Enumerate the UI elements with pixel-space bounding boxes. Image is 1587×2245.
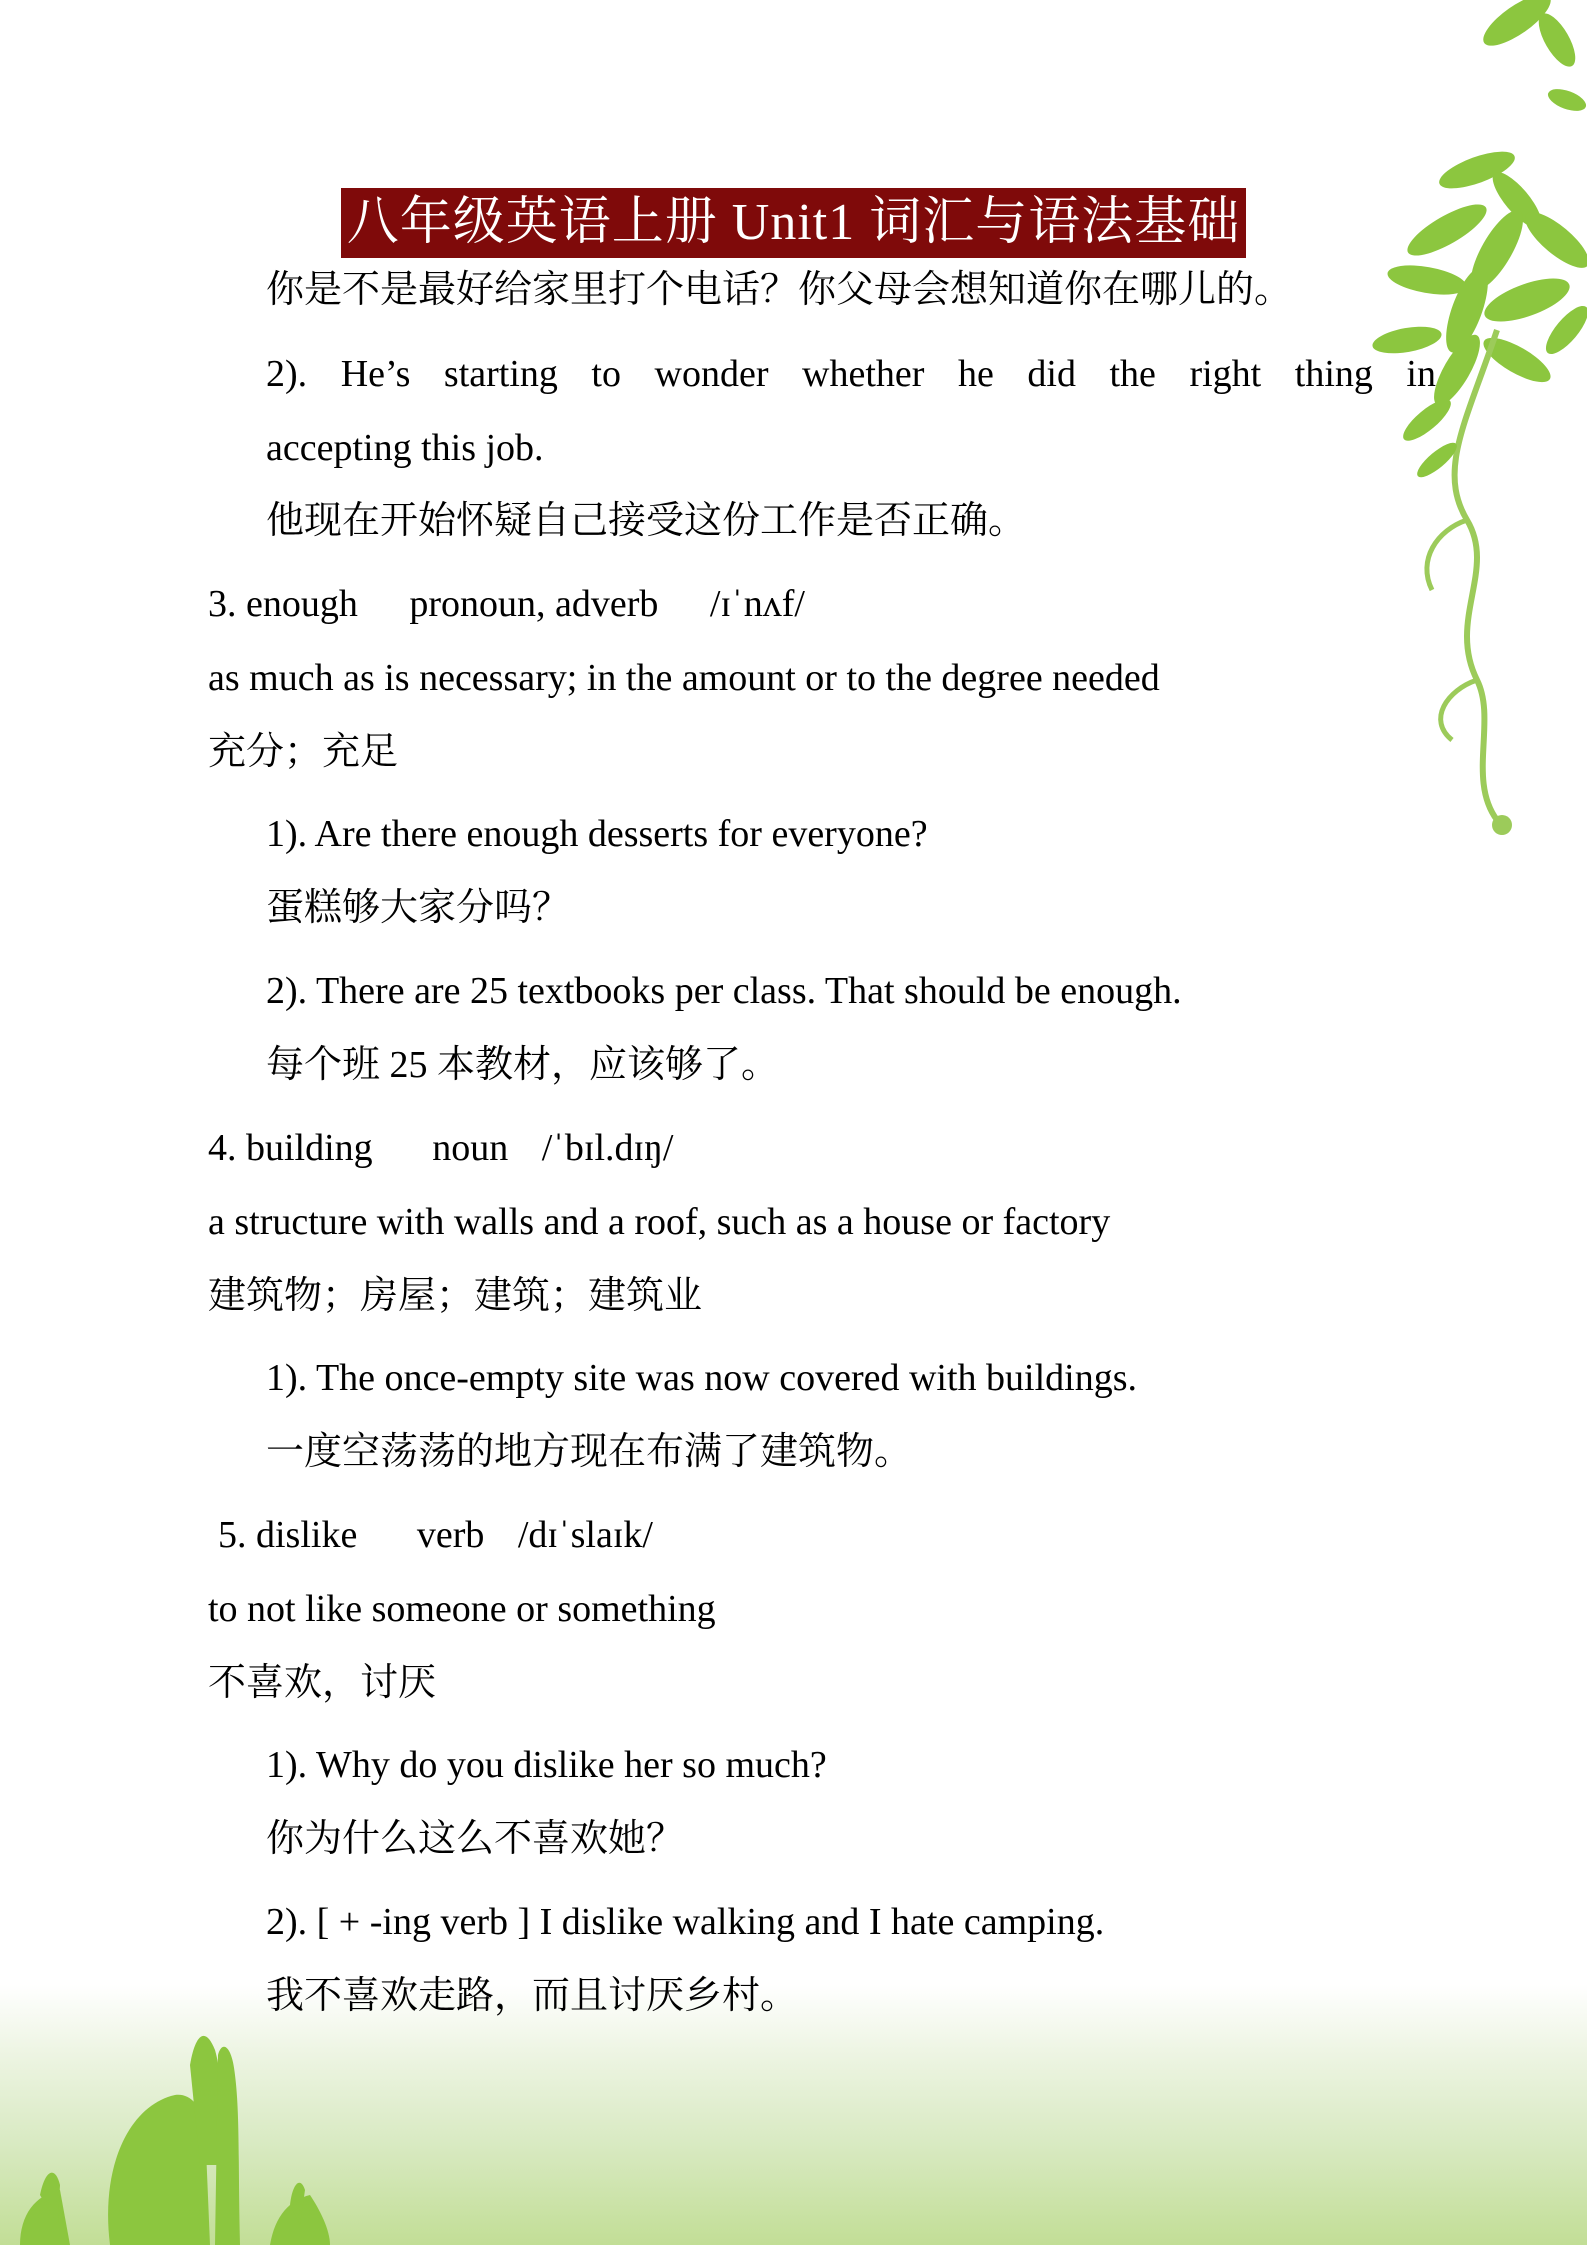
entry-ipa: /ɪˈnʌf/ — [709, 583, 805, 625]
example-en: 2). There are 25 textbooks per class. That should be enough. — [266, 970, 1182, 1012]
page-title: 八年级英语上册 Unit1 词汇与语法基础 — [341, 188, 1246, 258]
example-zh: 每个班 25 本教材，应该够了。 — [266, 1044, 780, 1086]
example-en: 2). [ + -ing verb ] I dislike walking and I hate camping. — [266, 1901, 1105, 1943]
entry-number: 4. — [208, 1127, 237, 1169]
entry-number: 5. — [218, 1514, 247, 1556]
example-en: 1). Are there enough desserts for everyone? — [266, 813, 928, 855]
entry-pos: verb — [416, 1514, 485, 1556]
example-zh: 我不喜欢走路，而且讨厌乡村。 — [266, 1975, 799, 2017]
entry-header — [208, 1124, 673, 1172]
entry-pos: noun — [432, 1127, 509, 1169]
example-zh: 你为什么这么不喜欢她？ — [266, 1818, 685, 1860]
carryover-example-translation: 他现在开始怀疑自己接受这份工作是否正确。 — [266, 500, 1027, 542]
entry-ipa: /dɪˈslaɪk/ — [517, 1514, 653, 1556]
entry-ipa: /ˈbɪl.dɪŋ/ — [541, 1127, 674, 1169]
example-en: 1). The once-empty site was now covered with buildings. — [266, 1357, 1137, 1399]
entry-header — [208, 580, 805, 628]
entry-pos: pronoun, adverb — [409, 583, 659, 625]
entry-chinese: 建筑物；房屋；建筑；建筑业 — [208, 1275, 703, 1317]
entry-word: building — [246, 1127, 373, 1169]
example-en: 1). Why do you dislike her so much? — [266, 1744, 827, 1786]
entry-chinese: 充分；充足 — [208, 731, 399, 773]
entry-chinese: 不喜欢，讨厌 — [208, 1662, 437, 1704]
carryover-translation: 你是不是最好给家里打个电话？你父母会想知道你在哪儿的。 — [266, 269, 1293, 311]
entry-word: dislike — [256, 1514, 358, 1556]
entry-number: 3. — [208, 583, 237, 625]
carryover-example-line1: 2). He’s starting to wonder whether he did the right thing in — [266, 353, 1436, 395]
entry-definition: to not like someone or something — [208, 1588, 716, 1630]
entry-word: enough — [246, 583, 358, 625]
entry-header — [218, 1511, 653, 1559]
carryover-example-line2: accepting this job. — [266, 427, 544, 469]
entry-definition: a structure with walls and a roof, such as a house or factory — [208, 1201, 1111, 1243]
example-zh: 蛋糕够大家分吗？ — [266, 887, 571, 929]
entry-definition: as much as is necessary; in the amount or to the degree needed — [208, 657, 1160, 699]
example-zh: 一度空荡荡的地方现在布满了建筑物。 — [266, 1431, 913, 1473]
